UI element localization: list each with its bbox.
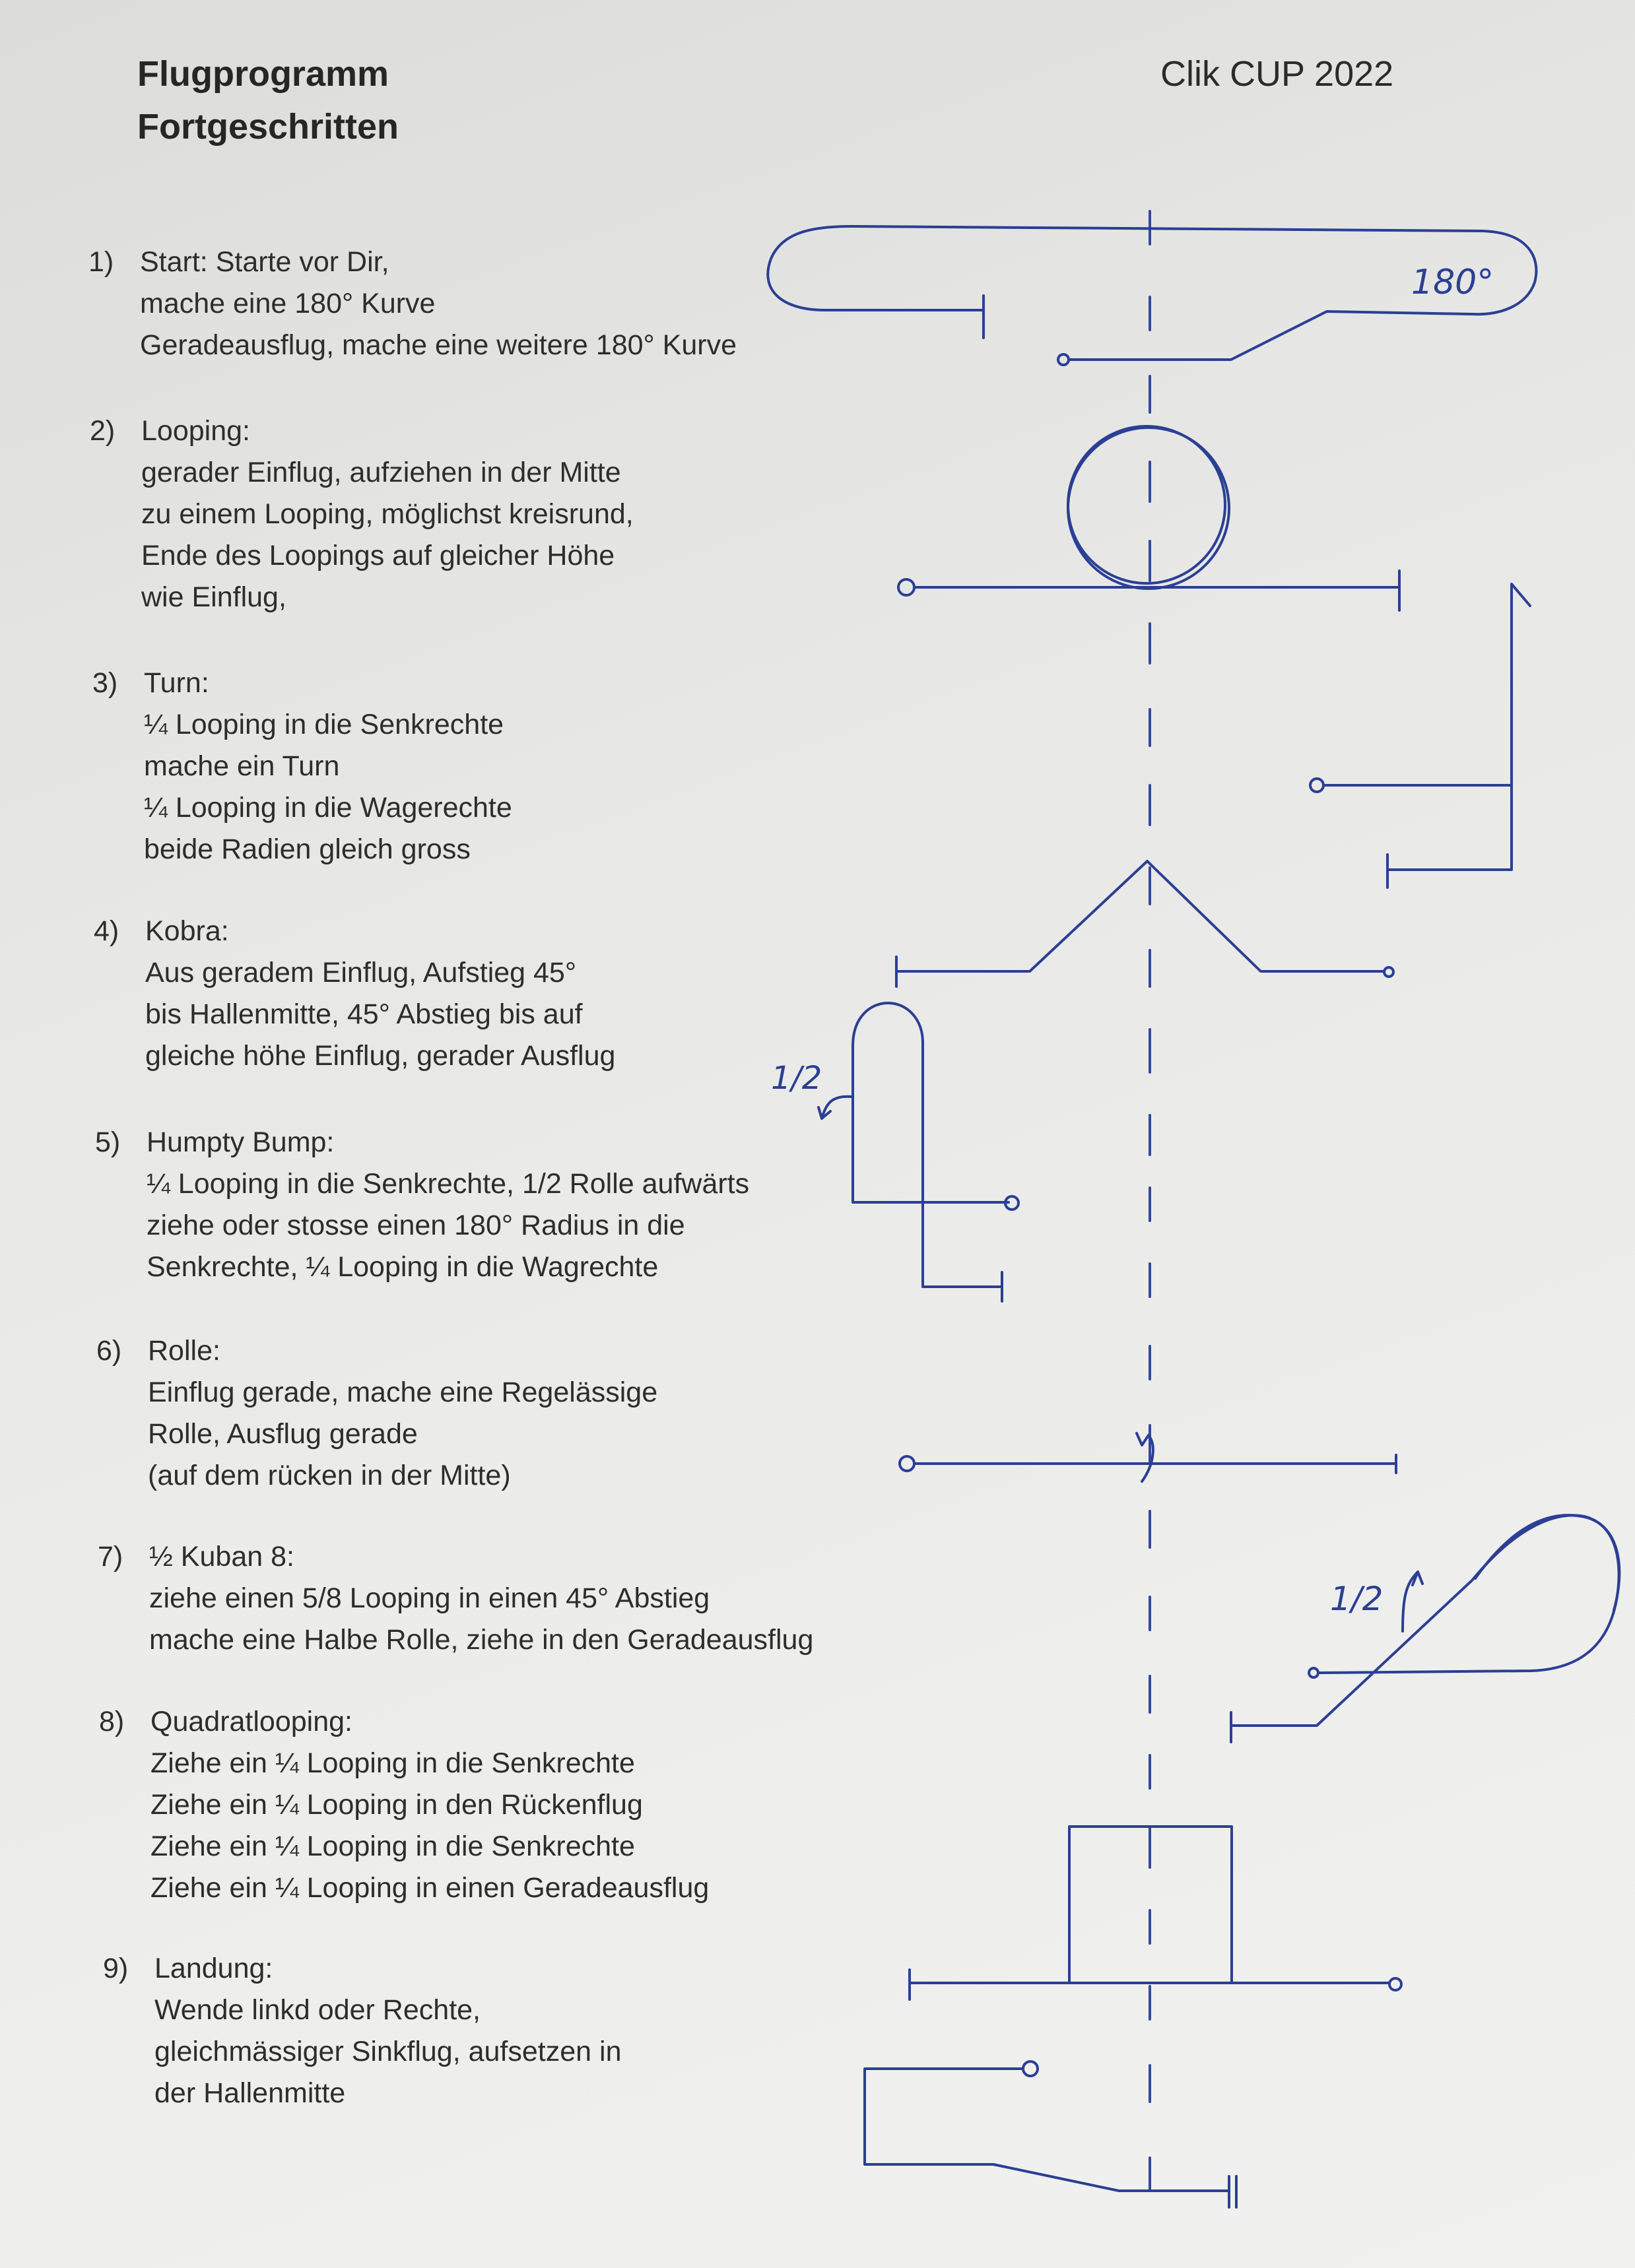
step-number: 5) <box>95 1126 121 1158</box>
step-line: Looping: <box>141 415 250 447</box>
step-line: Ende des Loopings auf gleicher Höhe <box>141 540 615 571</box>
step-line: beide Radien gleich gross <box>144 833 471 865</box>
step-line: mache eine 180° Kurve <box>140 288 436 319</box>
step-line: Aus geradem Einflug, Aufstieg 45° <box>145 957 577 988</box>
step-line: Rolle, Ausflug gerade <box>148 1418 418 1450</box>
step-line: ½ Kuban 8: <box>149 1541 294 1572</box>
step-number: 7) <box>98 1541 123 1572</box>
step-line: zu einem Looping, möglichst kreisrund, <box>141 498 634 530</box>
step-line: Humpty Bump: <box>147 1126 335 1158</box>
title-line-1: Flugprogramm <box>137 54 389 94</box>
step-line: ziehe einen 5/8 Looping in einen 45° Abstieg <box>149 1582 710 1614</box>
step-line: Ziehe ein ¼ Looping in die Senkrechte <box>150 1747 635 1779</box>
step-line: Turn: <box>144 667 209 699</box>
step-line: gleiche höhe Einflug, gerader Ausflug <box>145 1040 616 1072</box>
step-line: wie Einflug, <box>141 581 286 613</box>
turn-label: 180° <box>1411 263 1494 302</box>
step-line: Senkrechte, ¼ Looping in die Wagrechte <box>147 1251 659 1283</box>
step-line: Geradeausflug, mache eine weitere 180° Kurve <box>140 329 737 361</box>
step-line: mache eine Halbe Rolle, ziehe in den Geradeausflug <box>149 1624 814 1656</box>
step-line: ziehe oder stosse einen 180° Radius in die <box>147 1210 685 1241</box>
step-line: gerader Einflug, aufziehen in der Mitte <box>141 457 621 488</box>
step-line: ¼ Looping in die Senkrechte <box>144 709 504 740</box>
step-line: Kobra: <box>145 915 229 947</box>
step-line: bis Hallenmitte, 45° Abstieg bis auf <box>145 998 583 1030</box>
step-number: 3) <box>92 667 118 699</box>
figure-half-cuban-8 <box>1231 1515 1619 1742</box>
figure-rolle <box>900 1433 1396 1481</box>
step-line: Rolle: <box>148 1335 220 1367</box>
figure-looping <box>898 426 1399 610</box>
step-line: gleichmässiger Sinkflug, aufsetzen in <box>154 2036 622 2067</box>
step-line: Ziehe ein ¼ Looping in den Rückenflug <box>150 1789 643 1821</box>
figure-humpty-bump <box>771 1003 1018 1301</box>
step-line: ¼ Looping in die Wagerechte <box>144 792 512 824</box>
step-number: 1) <box>88 246 114 278</box>
step-line: Landung: <box>154 1953 273 1984</box>
step-line: Wende linkd oder Rechte, <box>154 1994 481 2026</box>
step-line: mache ein Turn <box>144 750 340 782</box>
half-roll-label: 1/2 <box>1330 1580 1384 1618</box>
step-line: der Hallenmitte <box>154 2077 346 2109</box>
step-line: (auf dem rücken in der Mitte) <box>148 1460 511 1491</box>
figure-landing <box>865 2061 1236 2207</box>
step-number: 9) <box>103 1953 129 1984</box>
step-line: Quadratlooping: <box>150 1706 352 1737</box>
figure-square-loop <box>910 1827 1401 1999</box>
step-line: Start: Starte vor Dir, <box>140 246 389 278</box>
step-number: 2) <box>90 415 116 447</box>
step-number: 8) <box>99 1706 125 1737</box>
step-line: ¼ Looping in die Senkrechte, 1/2 Rolle aufwärts <box>147 1168 750 1200</box>
step-number: 6) <box>96 1335 122 1367</box>
figure-kobra <box>896 861 1393 987</box>
step-number: 4) <box>94 915 119 947</box>
title-line-2: Fortgeschritten <box>137 107 399 146</box>
step-line: Ziehe ein ¼ Looping in einen Geradeausflug <box>150 1872 710 1904</box>
event-name: Clik CUP 2022 <box>1160 54 1394 94</box>
figure-start <box>768 226 1536 365</box>
figure-turn <box>1310 584 1530 888</box>
step-line: Ziehe ein ¼ Looping in die Senkrechte <box>150 1831 635 1862</box>
step-line: Einflug gerade, mache eine Regelässige <box>148 1377 658 1408</box>
half-roll-label: 1/2 <box>771 1060 822 1097</box>
